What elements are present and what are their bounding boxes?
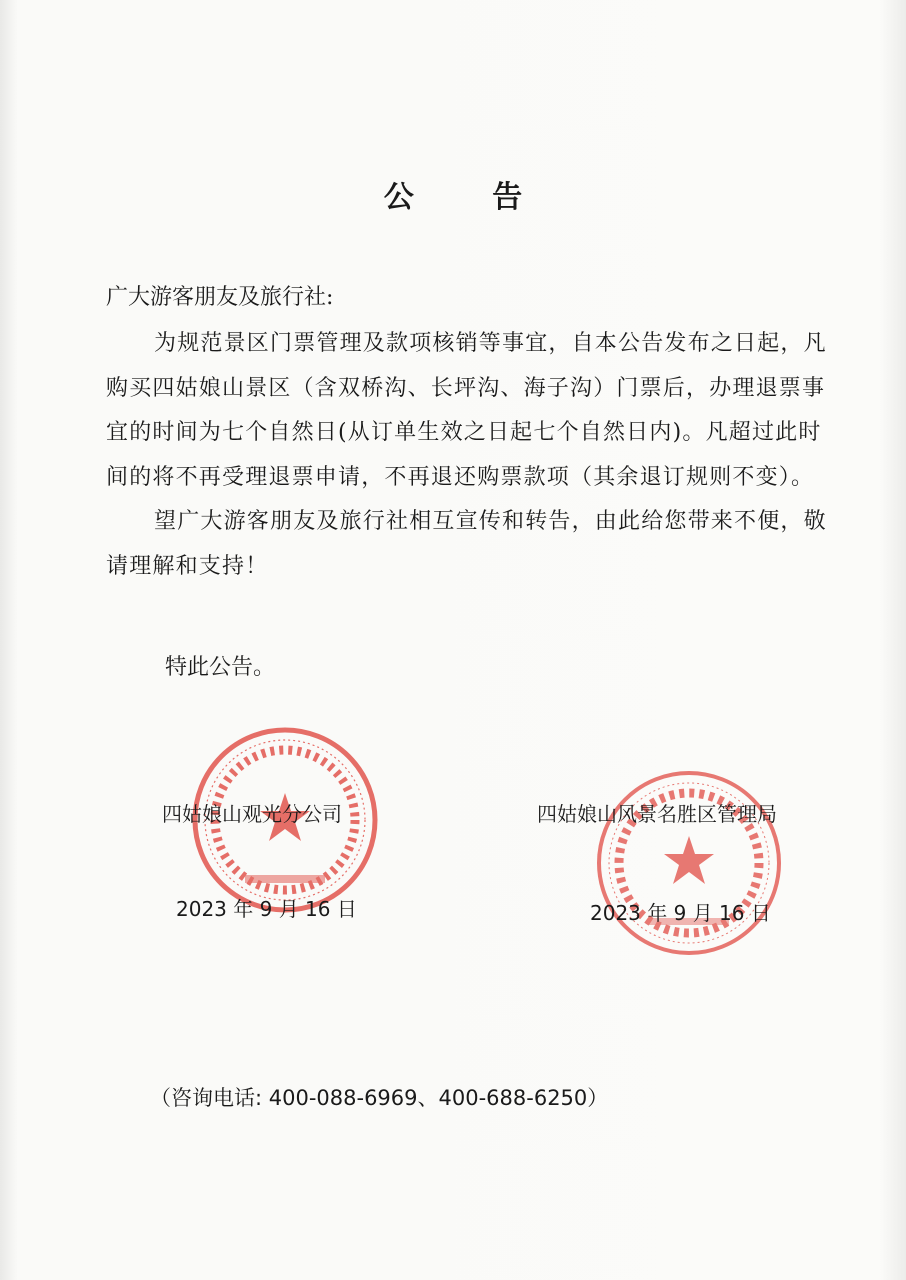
date-left: 2023 年 9 月 16 日 [176, 897, 357, 921]
bureau-seal-right [594, 768, 784, 958]
salutation: 广大游客朋友及旅行社: [106, 285, 334, 310]
date-right: 2023 年 9 月 16 日 [590, 901, 771, 925]
paragraph-1: 为规范景区门票管理及款项核销等事宜，自本公告发布之日起，凡购买四姑娘山景区（含双桥沟、长坪沟、海子沟）门票后，办理退票事宜的时间为七个自然日(从订单生效之日起七个自然日内)。凡超过此时间的将不再受理退票申请，不再退还购票款项（其余退订规则不变）。 [106, 331, 827, 490]
notice-body [106, 322, 836, 589]
signature-right: 四姑娘山风景名胜区管理局 [537, 802, 777, 826]
contact-phones: （咨询电话: 400-088-6969、400-688-6250） [150, 1086, 609, 1110]
paragraph-2: 望广大游客朋友及旅行社相互宣传和转告，由此给您带来不便，敬请理解和支持！ [106, 509, 827, 579]
closing-line: 特此公告。 [165, 655, 276, 680]
notice-title: 公 告 [383, 180, 557, 215]
signature-left: 四姑娘山观光分公司 [162, 802, 342, 826]
